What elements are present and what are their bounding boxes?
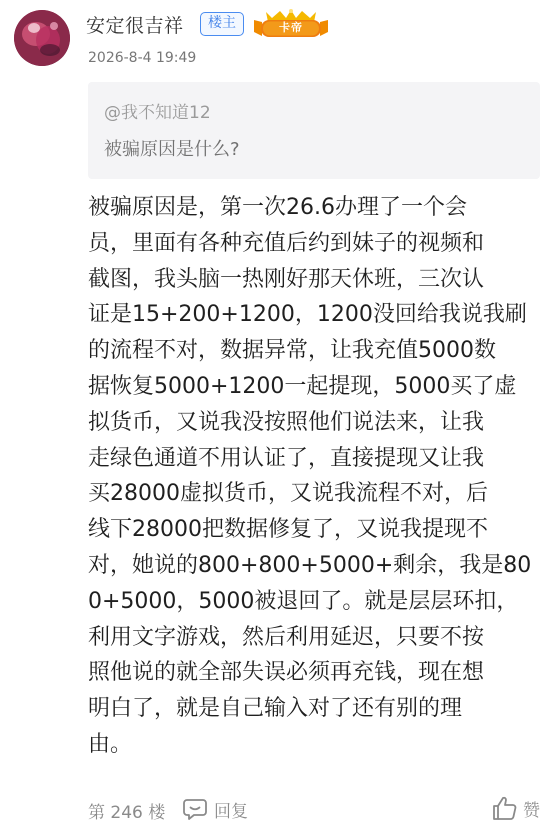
content-line: 明白了，就是自己输入对了还有别的理: [88, 696, 463, 722]
content-line: 的流程不对，数据异常，让我充值5000数: [88, 338, 496, 364]
content-line: 截图，我头脑一热刚好那天休班，三次认: [88, 266, 485, 292]
content-line: 证是15+200+1200，1200没回给我说我刷: [88, 302, 527, 328]
quote-text: 被骗原因是什么?: [104, 139, 240, 160]
content-line: 据恢复5000+1200一起提现，5000买了虚: [88, 373, 517, 399]
content-line: 被骗原因是，第一次26.6办理了一个会: [88, 195, 467, 220]
content-line: 线下28000把数据修复了，又说我提现不: [88, 517, 488, 543]
post-content: [88, 190, 544, 763]
level-badge-text: 卡帝: [279, 21, 303, 34]
quoted-comment[interactable]: [88, 82, 540, 179]
content-line: 照他说的就全部失误必须再充钱，现在想: [88, 660, 485, 686]
content-line: 买28000虚拟货币，又说我流程不对，后: [88, 481, 488, 507]
avatar-image: [14, 10, 70, 66]
reply-label: 回复: [214, 801, 248, 822]
reply-button[interactable]: [182, 794, 248, 824]
level-badge: [252, 8, 330, 40]
content-line: 由。: [88, 731, 133, 757]
floor-number: 第 246 楼: [88, 803, 166, 823]
post-timestamp: 2026-8-4 19:49: [88, 50, 197, 66]
user-avatar[interactable]: [14, 10, 70, 66]
like-button[interactable]: [491, 793, 540, 823]
owner-badge: 楼主: [200, 12, 244, 36]
like-label: 赞: [523, 800, 540, 821]
content-line: 员，里面有各种充值后约到妹子的视频和: [88, 230, 485, 256]
content-line: 对，她说的800+800+5000+剩余，我是80: [88, 552, 532, 578]
comment-bubble-icon: [182, 796, 208, 822]
post-footer: [0, 790, 559, 830]
content-line: 拟货币，又说我没按照他们说法来，让我: [88, 409, 485, 435]
content-line: 0+5000，5000被退回了。就是层层环扣，: [88, 588, 519, 614]
content-line: 利用文字游戏，然后利用延迟，只要不按: [88, 624, 485, 650]
content-line: 走绿色通道不用认证了，直接提现又让我: [88, 445, 485, 471]
quote-author[interactable]: @我不知道12: [104, 103, 211, 123]
thumbs-up-icon: [491, 794, 519, 822]
username[interactable]: 安定很吉祥: [86, 15, 184, 37]
